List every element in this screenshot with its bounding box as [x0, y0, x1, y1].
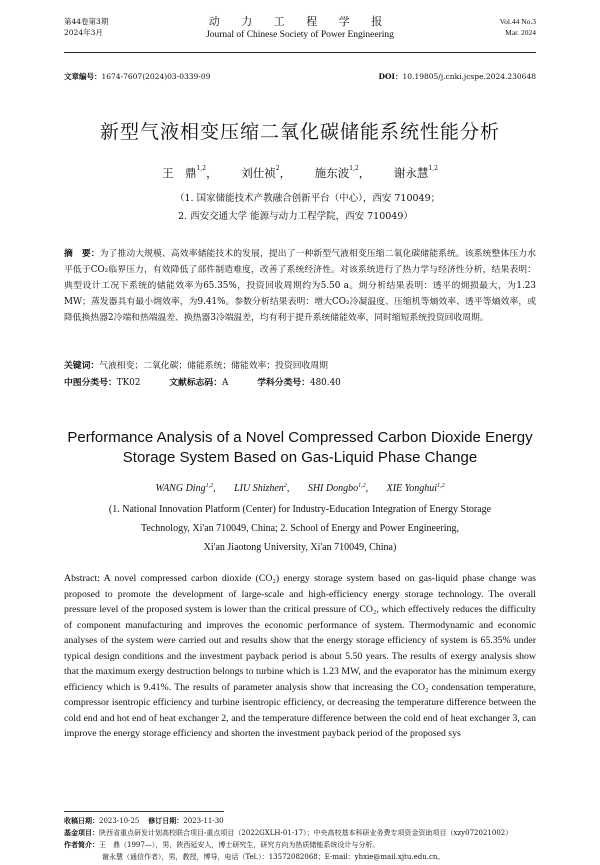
clc-code: 中图分类号：TK02	[64, 378, 141, 388]
doi	[378, 71, 536, 82]
abstract-en-label: Abstract:	[64, 573, 100, 584]
author-en: SHI Dongbo$^{1,2}$,	[307, 483, 369, 494]
header-volume-cn: 第44卷第3期	[64, 17, 109, 26]
footnote-rule	[64, 811, 224, 812]
keywords-label: 关键词：	[64, 361, 100, 371]
subject-code: 学科分类号：480.40	[257, 378, 341, 388]
received-date: 2023-10-25	[99, 817, 140, 825]
abstract-cn-label: 摘 要：	[64, 249, 100, 259]
title-en	[0, 428, 600, 468]
fund-text: 陕西省重点研发计划高校联合项目-重点项目（2022GXLH-01-17）；中央高校基本科研业务费专项资金资助项目（xzy072021002）	[99, 829, 513, 838]
author-cn: 谢永慧$^{1,2}$	[393, 165, 438, 180]
keywords-cn	[64, 358, 536, 371]
author-cn: 刘仕祯$^2$，	[241, 165, 292, 180]
article-number-value: 1674-7607(2024)03-0339-09	[101, 72, 211, 81]
revised-date: 2023-11-30	[183, 817, 224, 825]
author-bio-text: 王 鼎（1997—），男，陕西延安人，博士研究生，研究方向为热质储能系统设计与分析。	[99, 841, 380, 850]
keywords-text: 气液相变；二氧化碳；储能系统；储能效率；投资回收周期	[99, 361, 328, 371]
affiliation-cn-1: （1. 国家储能技术产教融合创新平台（中心），西安 710049；	[175, 193, 441, 204]
running-header	[64, 14, 536, 53]
doi-value[interactable]: 10.19805/j.cnki.jcspe.2024.230648	[402, 72, 536, 81]
corresponding-author: 谢永慧（通信作者），男，教授，博导，电话（Tel.）：13572082068；E-mail：yhxie@mail.xjtu.edu.cn。	[102, 852, 445, 861]
affiliation-en-1: (1. National Innovation Platform (Center) for Industry-Education Integration of Energy Storage	[108, 504, 492, 515]
dates: 收稿日期：2023-10-25 修订日期：2023-11-30	[64, 816, 224, 825]
title-cn: 新型气液相变压缩二氧化碳储能系统性能分析	[99, 121, 500, 143]
affiliation-en-2: Technology, Xi'an 710049, China; 2. School of Energy and Power Engineering,	[141, 523, 459, 534]
fund: 基金项目：陕西省重点研发计划高校联合项目-重点项目（2022GXLH-01-17）；中央高校基本科研业务费专项资金资助项目（xzy072021002）	[64, 828, 513, 838]
abstract-cn	[64, 247, 536, 327]
author-en: XIE Yonghui$^{1,2}$	[386, 483, 445, 494]
title-en-line-2: Storage System Based on Gas-Liquid Phase Change	[122, 449, 478, 466]
author-en: WANG Ding$^{1,2}$,	[155, 483, 216, 494]
header-journal	[64, 14, 536, 42]
abstract-en-text: A novel compressed carbon dioxide (CO₂) energy storage system based on gas-liquid phase change was proposed to promote the development of large-scale and high-efficiency energy storage technology. The overall pressure level of the proposed system is lower than the critical pressure of CO₂, which effectively reduces the difficulty of component manufacturing and improves the economic performance of system. Thermodynamic and economic analyses of the system were carried out and results show that the energy storage efficiency of system is 65.35% under typical design conditions and the investment payback period is about 5.50 years. The results of exergy analysis show that the maximum exergy destruction belongs to turbine which is 1.23 MW, and the evaporator has the minimum exergy efficiency which is 9.41%. The results of parameter analysis show that increasing the CO₂ condensation temperature, compressor isentropic efficiency and turbine isentropic efficiency, or decreasing the temperature difference between the cold end and hot end of heat exchanger 2, and the temperature difference between the cold end of heat exchanger 3, can improve the energy storage efficiency and shorten the investment payback period of the proposed sys	[64, 573, 536, 739]
authors-en	[0, 483, 600, 494]
document-code: 文献标志码：A	[169, 378, 229, 388]
abstract-en	[64, 571, 536, 742]
article-number-label: 文章编号：	[64, 72, 102, 81]
title-en-line-1: Performance Analysis of a Novel Compressed Carbon Dioxide Energy	[67, 429, 533, 446]
article-number	[64, 71, 210, 82]
header-issue-en	[500, 16, 536, 38]
authors-cn	[0, 165, 600, 181]
affiliations-en	[0, 500, 600, 557]
affiliations-cn	[175, 190, 440, 226]
classification-codes	[64, 375, 367, 388]
author-cn: 施东波$^{1,2}$，	[314, 165, 371, 180]
affiliation-en-3: Xi'an Jiaotong University, Xi'an 710049, China)	[203, 542, 397, 553]
author-bio: 作者简介：王 鼎（1997—），男，陕西延安人，博士研究生，研究方向为热质储能系统设计与分析。	[64, 840, 380, 850]
author-en: LIU Shizhen$^2$,	[234, 483, 290, 494]
footnotes	[64, 815, 536, 863]
affiliation-cn-2: 2. 西安交通大学 能源与动力工程学院，西安 710049）	[178, 211, 413, 222]
abstract-cn-text: 为了推动大规模、高效率储能技术的发展，提出了一种新型气液相变压缩二氧化碳储能系统。该系统整体压力水平低于CO₂临界压力，有效降低了部件制造难度，改善了系统经济性。对该系统进行了热力学与经济性分析，结果表明：典型设计工况下系统的储能效率为65.35%，投资回收周期约为5.50 a。㶲分析结果表明：透平的㶲损最大，为1.23 MW；蒸发器具有最小㶲效率，为9.41%。参数分析结果表明：增大CO₂冷凝温度、压缩机等熵效率、透平等熵效率，或降低换热器2冷端和热端温差、换热器3冷端温差，均有利于提升系统储能效率，同时缩短系统投资回收周期。	[64, 249, 536, 323]
journal-name-cn: 动 力 工 程 学 报	[208, 15, 392, 28]
author-cn: 王 鼎$^{1,2}$，	[162, 165, 218, 180]
header-date-en: Mar. 2024	[505, 28, 536, 37]
header-volume-en: Vol.44 No.3	[499, 17, 536, 26]
journal-name-en: Journal of Chinese Society of Power Engineering	[206, 30, 394, 40]
doi-label: DOI：	[378, 72, 403, 81]
header-date-cn: 2024年3月	[64, 28, 103, 37]
